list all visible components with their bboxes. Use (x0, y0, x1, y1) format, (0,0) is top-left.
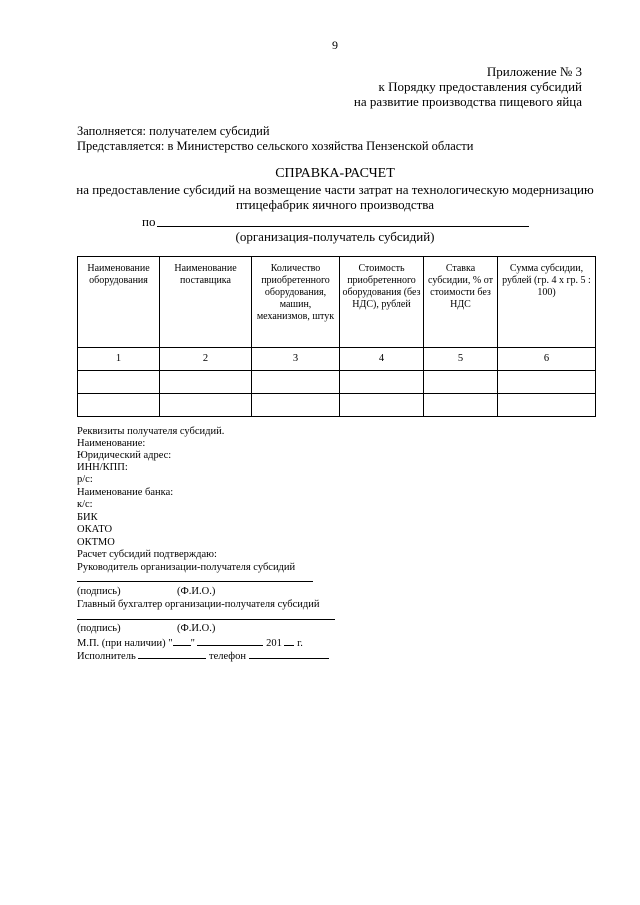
requisite-inn-kpp: ИНН/КПП: (77, 462, 128, 473)
requisite-bik: БИК (77, 512, 98, 523)
table-cell[interactable] (160, 371, 252, 394)
table-cell[interactable] (340, 394, 424, 417)
header-subsidy-sum: Сумма субсидии, рублей (гр. 4 x гр. 5 : 100) (498, 257, 596, 348)
requisite-legal-address: Юридический адрес: (77, 450, 172, 461)
executor-field[interactable] (138, 649, 206, 659)
document-title: СПРАВКА-РАСЧЕТ (275, 166, 395, 181)
document-subtitle-2: птицефабрик яичного производства (235, 197, 435, 212)
organization-line[interactable] (157, 226, 529, 227)
header-supplier-name: Наименование поставщика (160, 257, 252, 348)
head-sign-label: (подпись) (77, 586, 121, 597)
table-cell[interactable] (252, 371, 340, 394)
executor-line (77, 649, 329, 663)
head-signature-line[interactable] (77, 581, 313, 582)
confirm-label: Расчет субсидий подтверждаю: (77, 549, 217, 560)
column-number: 5 (424, 348, 498, 371)
table-row (78, 371, 596, 394)
year-field[interactable] (284, 636, 294, 646)
chief-accountant-label: Главный бухгалтер организации-получателя субсидий (77, 599, 320, 610)
requisites-heading: Реквизиты получателя субсидий. (77, 426, 225, 437)
table-cell[interactable] (252, 394, 340, 417)
table-cell[interactable] (498, 371, 596, 394)
po-label: по (142, 214, 156, 229)
requisite-bank-name: Наименование банка: (77, 487, 174, 498)
appendix-line-1: Приложение № 3 (486, 64, 582, 79)
column-number: 3 (252, 348, 340, 371)
mp-label: М.П. (при наличии) " (77, 638, 173, 649)
phone-field[interactable] (249, 649, 329, 659)
table-row (78, 394, 596, 417)
mp-quote: " (190, 638, 195, 649)
requisite-ks: к/с: (77, 499, 93, 510)
organization-caption: (организация-получатель субсидий) (235, 229, 435, 244)
table-cell[interactable] (160, 394, 252, 417)
table-cell[interactable] (424, 371, 498, 394)
head-label: Руководитель организации-получателя субсидий (77, 562, 296, 573)
year-suffix: г. (297, 638, 303, 649)
header-rate: Ставка субсидии, % от стоимости без НДС (424, 257, 498, 348)
appendix-header (322, 64, 582, 109)
document-subtitle-1: на предоставление субсидий на возмещение части затрат на технологическую модернизацию (76, 182, 594, 197)
submitted-to: Представляется: в Министерство сельского хозяйства Пензенской области (77, 139, 474, 153)
accountant-signature-line[interactable] (77, 619, 335, 620)
executor-label: Исполнитель (77, 651, 136, 662)
column-number: 4 (340, 348, 424, 371)
table-cell[interactable] (78, 371, 160, 394)
year-label: 201 (266, 638, 282, 649)
day-field[interactable] (173, 636, 191, 646)
table-cell[interactable] (78, 394, 160, 417)
appendix-line-3: на развитие производства пищевого яйца (353, 94, 582, 109)
column-number: 6 (498, 348, 596, 371)
accountant-sign-label: (подпись) (77, 623, 121, 634)
table-cell[interactable] (424, 394, 498, 417)
requisite-oktmo: ОКТМО (77, 537, 115, 548)
subsidy-table (77, 256, 596, 417)
month-field[interactable] (197, 636, 263, 646)
phone-label: телефон (208, 651, 246, 662)
header-equipment-name: Наименование оборудования (78, 257, 160, 348)
requisite-name: Наименование: (77, 438, 146, 449)
appendix-line-2: к Порядку предоставления субсидий (378, 79, 582, 94)
stamp-date-line (77, 636, 303, 650)
column-number: 1 (78, 348, 160, 371)
requisite-rs: р/с: (77, 474, 93, 485)
accountant-fio-label: (Ф.И.О.) (177, 623, 216, 634)
header-cost: Стоимость приобретенного оборудования (без НДС), рублей (340, 257, 424, 348)
requisite-okato: ОКАТО (77, 524, 113, 535)
table-cell[interactable] (340, 371, 424, 394)
header-quantity: Количество приобретенного оборудования, машин, механизмов, штук (252, 257, 340, 348)
table-cell[interactable] (498, 394, 596, 417)
filled-by: Заполняется: получателем субсидий (77, 124, 270, 138)
head-fio-label: (Ф.И.О.) (177, 586, 216, 597)
column-number: 2 (160, 348, 252, 371)
page-number: 9 (332, 38, 338, 52)
